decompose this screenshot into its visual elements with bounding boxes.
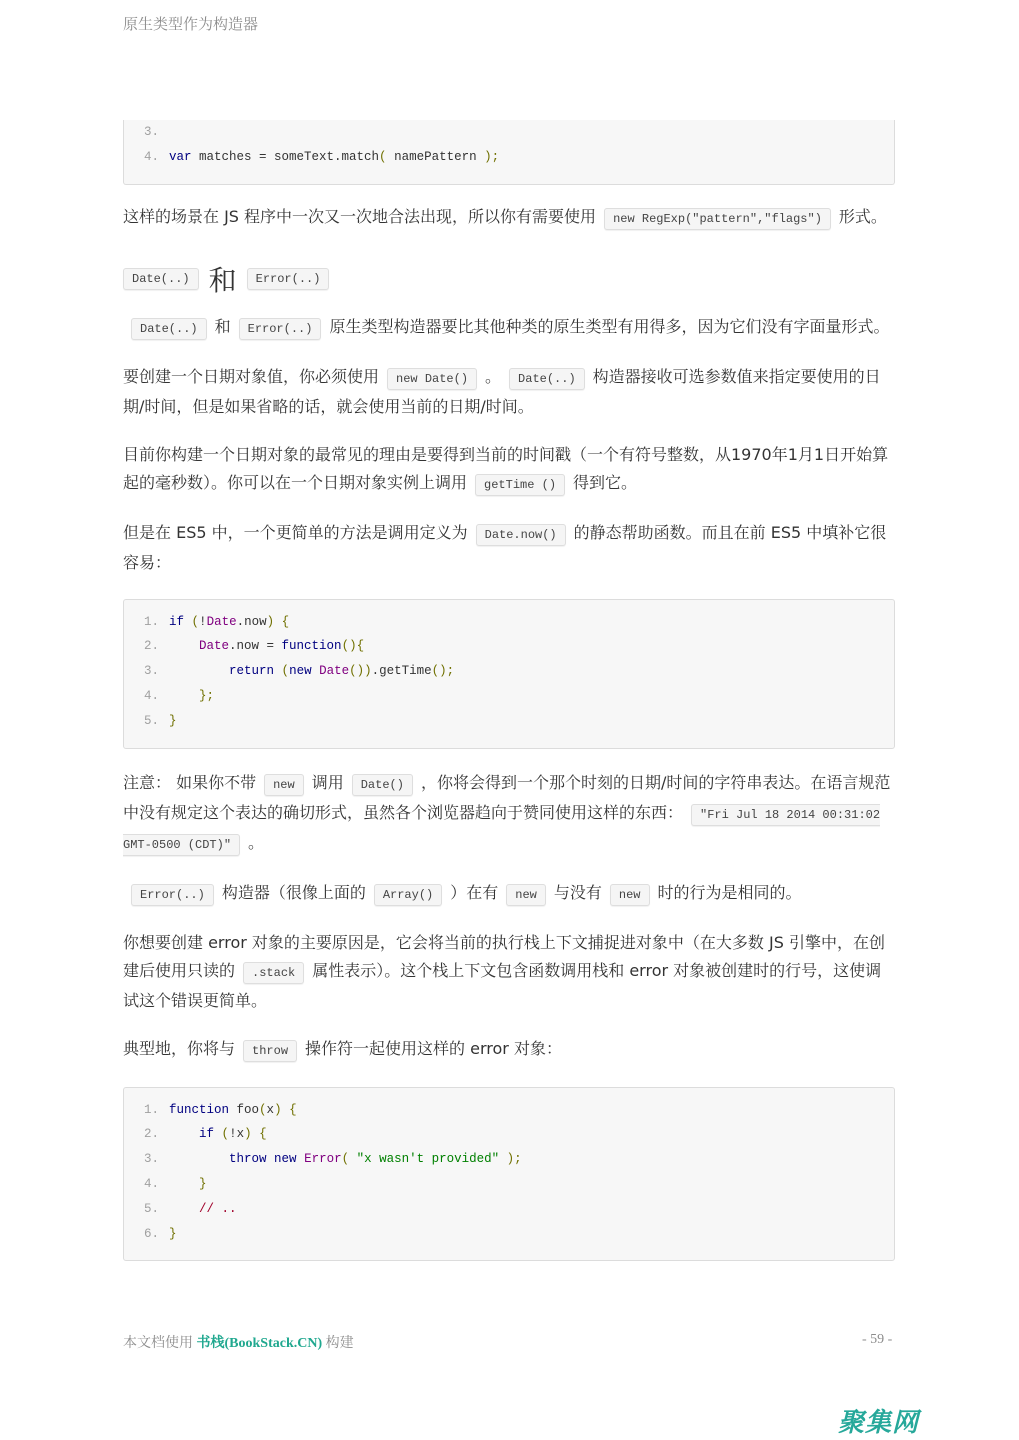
code-block-date-now-polyfill — [123, 599, 895, 749]
text: 得到它。 — [573, 472, 638, 492]
page-header-title: 原生类型作为构造器 — [123, 15, 259, 33]
code-line — [144, 120, 874, 145]
paragraph-timestamp — [123, 441, 895, 499]
line-number: 3. — [144, 664, 160, 679]
paragraph-date-now — [123, 519, 895, 577]
line-number: 4. — [144, 1176, 160, 1191]
code-block-regexp — [123, 120, 895, 185]
text: 与没有 — [553, 882, 602, 902]
text: ）在有 — [450, 882, 499, 902]
inline-code-error: Error(..) — [239, 318, 322, 340]
line-number: 4. — [144, 688, 160, 703]
code-line: 2. Date.now = function(){ — [144, 634, 874, 659]
line-number: 5. — [144, 713, 160, 728]
code-line: 1. if (!Date.now) { — [144, 610, 874, 635]
code-line: 5. } — [144, 709, 874, 734]
code-block-throw-error — [123, 1087, 895, 1262]
paragraph-date-error-intro — [123, 313, 895, 343]
text: 要创建一个日期对象值，你必须使用 — [123, 366, 380, 386]
text: 目前你构建一个日期对象的最常见的理由是要得到当前的时间戳（一个有符号整数，从1970年1月1日开始算起的毫秒数）。你可以在一个日期对象实例上调用 — [123, 444, 889, 492]
code-line: 4. var matches = someText.match( namePattern ); — [144, 145, 874, 170]
paragraph-regexp — [123, 203, 895, 233]
inline-code-new-2: new — [610, 884, 650, 906]
inline-code-regexp: new RegExp("pattern","flags") — [604, 208, 831, 230]
heading-code-date: Date(..) — [123, 268, 199, 290]
text: 调用 — [311, 772, 344, 792]
inline-code-date-now: Date.now() — [476, 524, 566, 546]
page-number: - 59 - — [862, 1332, 893, 1347]
code-line: 6. } — [144, 1222, 874, 1247]
inline-code-array: Array() — [374, 884, 442, 906]
heading-text: 和 — [208, 263, 237, 297]
text: 操作符一起使用这样的 error 对象： — [305, 1038, 562, 1058]
code-line: 1. function foo(x) { — [144, 1098, 874, 1123]
line-number: 4. — [144, 149, 160, 164]
line-number: 2. — [144, 1127, 160, 1142]
line-number: 2. — [144, 639, 160, 654]
watermark-logo: 聚集网 — [838, 1408, 920, 1438]
text: 时的行为是相同的。 — [657, 882, 802, 902]
inline-code-gettime: getTime () — [475, 474, 565, 496]
line-number: 1. — [144, 614, 160, 629]
text: 你想要创建 error 对象的主要原因是，它会将当前的执行栈上下文捕捉进对象中（在大多数 JS 引擎中，在创建后使用只读的 — [123, 932, 885, 980]
inline-code-stack: .stack — [243, 962, 304, 984]
text: 构造器接收可选参数值来指定要使用的日期/时间，但是如果省略的话，就会使用当前的日期/时间。 — [123, 366, 881, 416]
text: 这样的场景在 JS 程序中一次又一次地合法出现，所以你有需要使用 — [123, 206, 597, 226]
code-line: 5. // .. — [144, 1197, 874, 1222]
text: 。 — [248, 832, 265, 852]
paragraph-error-stack — [123, 929, 895, 1015]
heading-code-error: Error(..) — [247, 268, 330, 290]
text: 典型地，你将与 — [123, 1038, 236, 1058]
inline-code-date: Date(..) — [131, 318, 207, 340]
line-number: 3. — [144, 1152, 160, 1167]
line-number: 6. — [144, 1226, 160, 1241]
footer-credit — [123, 1332, 354, 1352]
inline-code-date-string: "Fri Jul 18 2014 00:31:02 GMT-0500 (CDT)" — [123, 804, 880, 856]
text: 形式。 — [838, 206, 887, 226]
inline-code-date-call: Date() — [352, 774, 413, 796]
paragraph-note — [123, 769, 895, 859]
text: 注意： 如果你不带 — [123, 772, 257, 792]
footer-prefix: 本文档使用 — [123, 1336, 197, 1351]
inline-code-new-date: new Date() — [387, 368, 477, 390]
text: ，你将会得到一个那个时刻的日期/时间的字符串表达。在语言规范中没有规定这个表达的确切形式，虽然各个浏览器趋向于赞同使用这样的东西： — [123, 772, 891, 822]
text: 的静态帮助函数。而且在前 ES5 中填补它很容易： — [123, 522, 887, 572]
paragraph-error-ctor — [123, 879, 895, 909]
code-line: 4. } — [144, 1172, 874, 1197]
line-number: 3. — [144, 125, 160, 139]
document-content — [123, 120, 895, 1261]
text: 但是在 ES5 中，一个更简单的方法是调用定义为 — [123, 522, 468, 542]
text: 属性表示）。这个栈上下文包含函数调用栈和 error 对象被创建时的行号，这使调试这个错误更简单。 — [123, 960, 882, 1010]
code-line: 3. return (new Date()).getTime(); — [144, 659, 874, 684]
code-line: 2. if (!x) { — [144, 1122, 874, 1147]
paragraph-create-date — [123, 363, 895, 421]
code-line: 4. }; — [144, 684, 874, 709]
text: 原生类型构造器要比其他种类的原生类型有用得多，因为它们没有字面量形式。 — [329, 316, 890, 336]
paragraph-throw — [123, 1035, 895, 1065]
code-line: 3. throw new Error( "x wasn't provided" ); — [144, 1147, 874, 1172]
text: 。 — [485, 366, 502, 386]
footer-brand-link[interactable]: 书栈(BookStack.CN) — [196, 1336, 323, 1351]
inline-code-new: new — [264, 774, 304, 796]
line-number: 1. — [144, 1102, 160, 1117]
inline-code-date-ctor: Date(..) — [509, 368, 585, 390]
line-number: 5. — [144, 1201, 160, 1216]
text: 构造器（很像上面的 — [221, 882, 366, 902]
inline-code-new-1: new — [506, 884, 546, 906]
section-heading — [123, 259, 895, 299]
inline-code-throw: throw — [243, 1040, 297, 1062]
footer-suffix: 构建 — [322, 1336, 354, 1351]
inline-code-error-ctor: Error(..) — [131, 884, 214, 906]
text: 和 — [214, 316, 231, 336]
